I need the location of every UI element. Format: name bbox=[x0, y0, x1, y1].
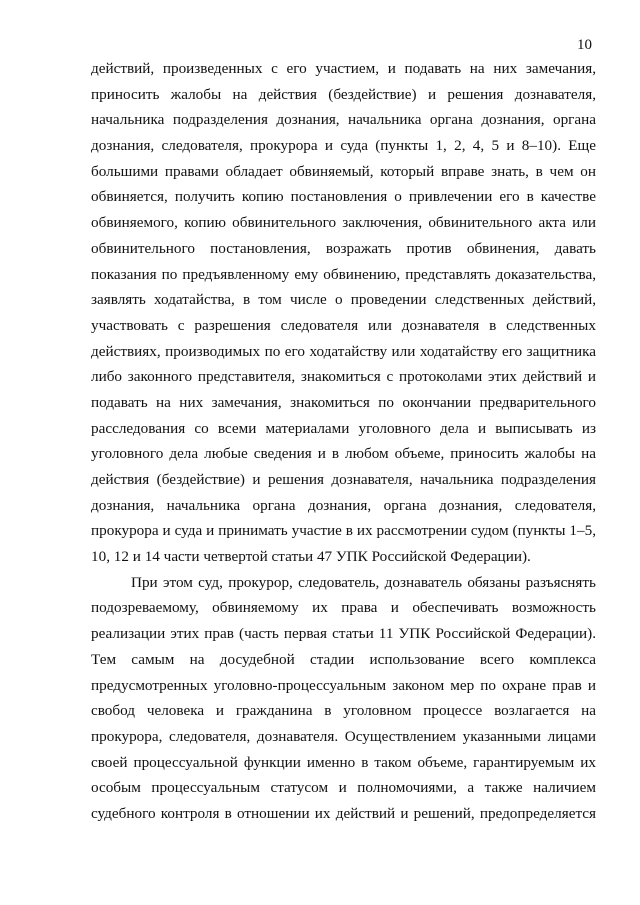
text-line: уголовного дела любые сведения и в любом объеме, приносить жалобы на bbox=[91, 445, 596, 463]
text-line: прокурора, следователя, дознавателя. Осуществлением указанными лицами bbox=[91, 727, 596, 745]
text-line: участвовать с разрешения следователя или дознавателя в следственных bbox=[91, 316, 596, 334]
text-line: действий, произведенных с его участием, и подавать на них замечания, bbox=[91, 60, 596, 77]
text-line: предусмотренных уголовно-процессуальным законом мер по охране прав и bbox=[91, 676, 596, 694]
page-number: 10 bbox=[577, 37, 592, 53]
text-line: судебного контроля в отношении их действий и решений, предопределяется bbox=[91, 804, 596, 822]
text-line: реализации этих прав (часть первая статьи 11 УПК Российской Федерации). bbox=[91, 625, 596, 643]
text-line: подавать на них замечания, знакомиться по окончании предварительного bbox=[91, 393, 596, 411]
text-line: большими правами обладает обвиняемый, который вправе знать, в чем он bbox=[91, 162, 596, 180]
text-line: действия (бездействие) и решения дознавателя, начальника подразделения bbox=[91, 471, 596, 488]
text-line: заявлять ходатайства, в том числе о проведении следственных действий, bbox=[91, 291, 596, 309]
text-line: расследования со всеми материалами уголовного дела и выписывать из bbox=[91, 419, 596, 437]
text-line: Тем самым на досудебной стадии использование всего комплекса bbox=[91, 650, 596, 668]
text-line: особым процессуальным статусом и полномочиями, а также наличием bbox=[91, 779, 596, 797]
text-line: свобод человека и гражданина в уголовном процессе возлагается на bbox=[91, 702, 596, 720]
document-body bbox=[91, 56, 596, 827]
text-line: приносить жалобы на действия (бездействие) и решения дознавателя, bbox=[91, 85, 596, 103]
text-line: действиях, производимых по его ходатайству или ходатайству его защитника bbox=[91, 342, 596, 360]
text-line: начальника подразделения дознания, начальника органа дознания, органа bbox=[91, 111, 596, 129]
text-line: показания по предъявленному ему обвинению, представлять доказательства, bbox=[91, 265, 596, 283]
text-line: обвиняемого, копию обвинительного заключения, обвинительного акта или bbox=[91, 214, 596, 232]
text-line: прокурора и суда и принимать участие в их рассмотрении судом (пункты 1–5, bbox=[91, 522, 596, 540]
text-line: подозреваемому, обвиняемому их права и обеспечивать возможность bbox=[91, 599, 596, 617]
text-line: дознания, начальника органа дознания, органа дознания, следователя, bbox=[91, 496, 596, 514]
paragraph-first-line: При этом суд, прокурор, следователь, дознаватель обязаны разъяснять bbox=[131, 573, 596, 591]
text-line: своей процессуальной функции именно в таком объеме, гарантируемым их bbox=[91, 753, 596, 771]
text-line: обвинительного постановления, возражать против обвинения, давать bbox=[91, 239, 596, 257]
text-line: обвиняется, получить копию постановления о привлечении его в качестве bbox=[91, 188, 596, 206]
text-line: дознания, следователя, прокурора и суда (пункты 1, 2, 4, 5 и 8–10). Еще bbox=[91, 137, 596, 155]
text-line: либо законного представителя, знакомиться с протоколами этих действий и bbox=[91, 368, 596, 386]
text-line: 10, 12 и 14 части четвертой статьи 47 УПК Российской Федерации). bbox=[91, 548, 531, 566]
